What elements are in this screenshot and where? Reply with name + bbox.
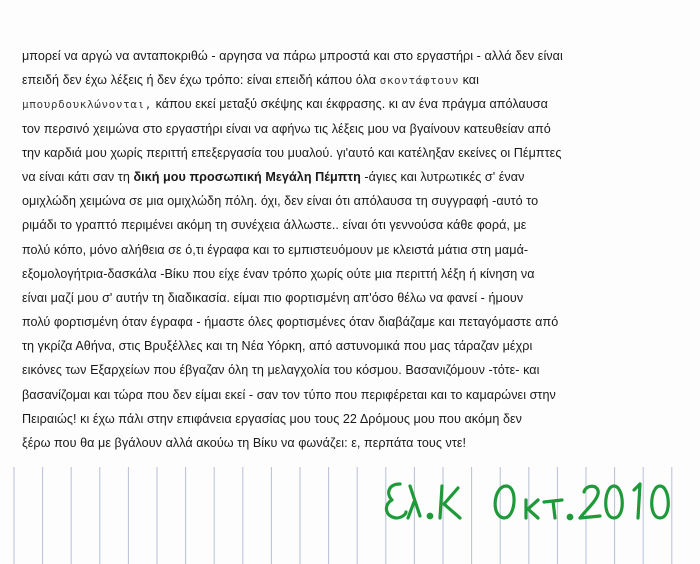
text-run: τον περσινό χειμώνα στο εργαστήρι είναι να αφήνω τις λέξεις μου να βγαίνουν κατευθείαν από xyxy=(22,121,551,136)
text-line xyxy=(22,165,682,189)
text-run: ξέρω που θα με βγάλουν αλλά ακούω τη Βίκυ να φωνάζει: ε, περπάτα τους ντε! xyxy=(22,436,467,450)
text-line xyxy=(22,68,682,92)
text-run: πολύ φορτισμένη όταν έγραφα - ήμαστε όλες φορτισμένες όταν διαβάζαμε και πεταγόμαστε από xyxy=(22,315,559,330)
text-run: πολύ κόπο, μόνο αλήθεια σε ό,τι έγραφα και το εμπιστευόμουν με κλειστά μάτια στη μαμά- xyxy=(22,242,529,257)
text-line xyxy=(22,334,682,358)
text-run: εικόνες των Εξαρχείων που έβγαζαν όλη τη μελαγχολία του κόσμου. Βασανιζόμουν -τότε- και xyxy=(22,363,540,378)
text-run: είναι μαζί μου σ' αυτήν τη διαδικασία. είμαι πιο φορτισμένη απ'όσο θέλω να φανεί - ήμουν xyxy=(22,290,524,305)
text-run: ομιχλώδη χειμώνα σε μια ομιχλώδη πόλη. όχι, δεν είναι ότι απόλαυσα τη συγγραφή -αυτό το xyxy=(22,194,539,209)
text-run: ριμάδι το γραπτό περιμένει ακόμη τη συνέχεια άλλωστε.. είναι ότι γεννούσα κάθε φορά, με xyxy=(22,218,527,233)
text-run: τη γκρίζα Αθήνα, στις Βρυξέλλες και τη Νέα Υόρκη, από αστυνομικά που μας τάραζαν μέχρι xyxy=(22,339,533,354)
text-line xyxy=(22,44,682,68)
letter-text xyxy=(22,44,682,455)
text-line xyxy=(22,141,682,165)
text-line xyxy=(22,117,682,141)
text-run: βασανίζομαι και τώρα που δεν είμαι εκεί - σαν τον τύπο που περιφέρεται και το καμαρώνει στην xyxy=(22,387,556,402)
text-line xyxy=(22,189,682,213)
text-line xyxy=(22,92,682,116)
text-run: να είναι κάτι σαν τη xyxy=(22,169,134,184)
text-line xyxy=(22,262,682,286)
handwritten-signature xyxy=(380,472,680,532)
text-line xyxy=(22,286,682,310)
text-run: και xyxy=(459,73,479,88)
text-line xyxy=(22,238,682,262)
text-run: την καρδιά μου χωρίς περιττή επεξεργασία του μυαλού. γι'αυτό και κατέληξαν εκείνες οι Πέμπτες xyxy=(22,145,562,160)
spaced-word: μπουρδουκλώνονται, xyxy=(22,98,153,112)
bold-phrase: δική μου προσωπική Μεγάλη Πέμπτη xyxy=(133,169,361,184)
text-line xyxy=(22,383,682,407)
text-run: κάπου εκεί μεταξύ σκέψης και έκφρασης. κι αν ένα πράγμα απόλαυσα xyxy=(152,97,548,112)
text-run: εξομολογήτρια-δασκάλα -Βίκυ που είχε έναν τρόπο χωρίς ούτε μια περιττή λέξη ή κίνηση να xyxy=(22,266,535,281)
text-line xyxy=(22,213,682,237)
text-run: -άγιες και λυτρωτικές σ' έναν xyxy=(360,169,525,184)
text-run: Πειραιώς! κι έχω πάλι στην επιφάνεια εργασίας μου τους 22 Δρόμους μου που ακόμη δεν xyxy=(22,411,523,426)
text-line xyxy=(22,431,682,455)
text-run: επειδή δεν έχω λέξεις ή δεν έχω τρόπο: είναι επειδή κάπου όλα xyxy=(22,73,380,88)
text-line xyxy=(22,358,682,382)
text-run: μπορεί να αργώ να ανταποκριθώ - αργησα να πάρω μπροστά και στο εργαστήρι - αλλά δεν είναι xyxy=(22,49,563,63)
text-line xyxy=(22,310,682,334)
text-line xyxy=(22,407,682,431)
spaced-word: σκοντάφτουν xyxy=(379,74,460,88)
